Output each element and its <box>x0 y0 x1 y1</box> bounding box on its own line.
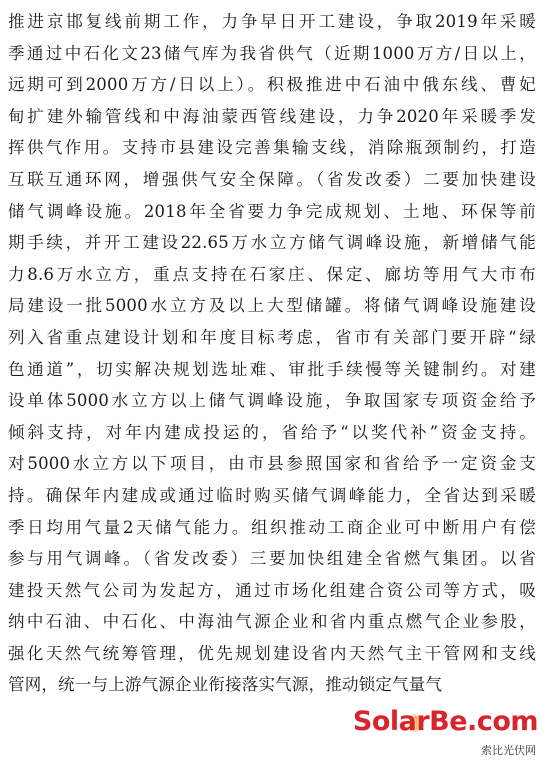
watermark <box>352 706 544 764</box>
text-line: 储气调峰设施。2018年全省要力争完成规划、土地、环保等前 <box>8 201 536 221</box>
text-line: 建投天然气公司为发起方，通过市场化组建合资公司等方式，吸 <box>8 580 536 600</box>
text-line: 强化天然气统筹管理，优先规划建设省内天然气主干管网和支线 <box>8 643 536 663</box>
watermark-subtitle: 索比光伏网 <box>481 744 536 757</box>
text-line: 季日均用气量2天储气能力。组织推动工商企业可中断用户有偿 <box>8 517 536 537</box>
text-line: 列入省重点建设计划和年度目标考虑，省市有关部门要开辟“绿 <box>8 327 536 347</box>
text-line: 倾斜支持，对年内建成投运的，省给予“以奖代补”资金支持。 <box>8 422 536 442</box>
text-line: 季通过中石化文23储气库为我省供气（近期1000万方/日以上， <box>8 43 536 63</box>
text-line: 管网，统一与上游气源企业衔接落实气源，推动锁定气量气 <box>8 675 443 695</box>
text-line: 设单体5000水立方以上储气调峰设施，争取国家专项资金给予 <box>8 391 536 411</box>
text-line: 互联互通环网，增强供气安全保障。（省发改委）二要加快建设 <box>8 169 536 189</box>
text-line: 推进京邯复线前期工作，力争早日开工建设，争取2019年采暖 <box>8 12 536 31</box>
text-line: 纳中石油、中石化、中海油气源企业和省内重点燃气企业参股， <box>8 612 536 632</box>
text-line: 挥供气作用。支持市县建设完善集输支线，消除瓶颈制约，打造 <box>8 138 536 158</box>
document-body <box>8 6 536 701</box>
watermark-logo-text: SolarBe.com <box>352 706 538 737</box>
text-line: 远期可到2000万方/日以上）。积极推进中石油中俄东线、曹妃 <box>8 75 536 95</box>
text-line: 期手续，并开工建设22.65万水立方储气调峰设施，新增储气能 <box>8 233 536 253</box>
text-line: 局建设一批5000水立方及以上大型储罐。将储气调峰设施建设 <box>8 296 536 316</box>
text-line: 色通道”，切实解决规划选址难、审批手续慢等关键制约。对建 <box>8 359 536 379</box>
text-line: 甸扩建外输管线和中海油蒙西管线建设，力争2020年采暖季发 <box>8 106 536 126</box>
text-line: 参与用气调峰。（省发改委）三要加快组建全省燃气集团。以省 <box>8 549 536 569</box>
text-line: 持。确保年内建成或通过临时购买储气调峰能力，全省达到采暖 <box>8 485 536 505</box>
text-line: 力8.6万水立方，重点支持在石家庄、保定、廊坊等用气大市布 <box>8 264 536 284</box>
text-line: 对5000水立方以下项目，由市县参照国家和省给予一定资金支 <box>8 454 536 474</box>
